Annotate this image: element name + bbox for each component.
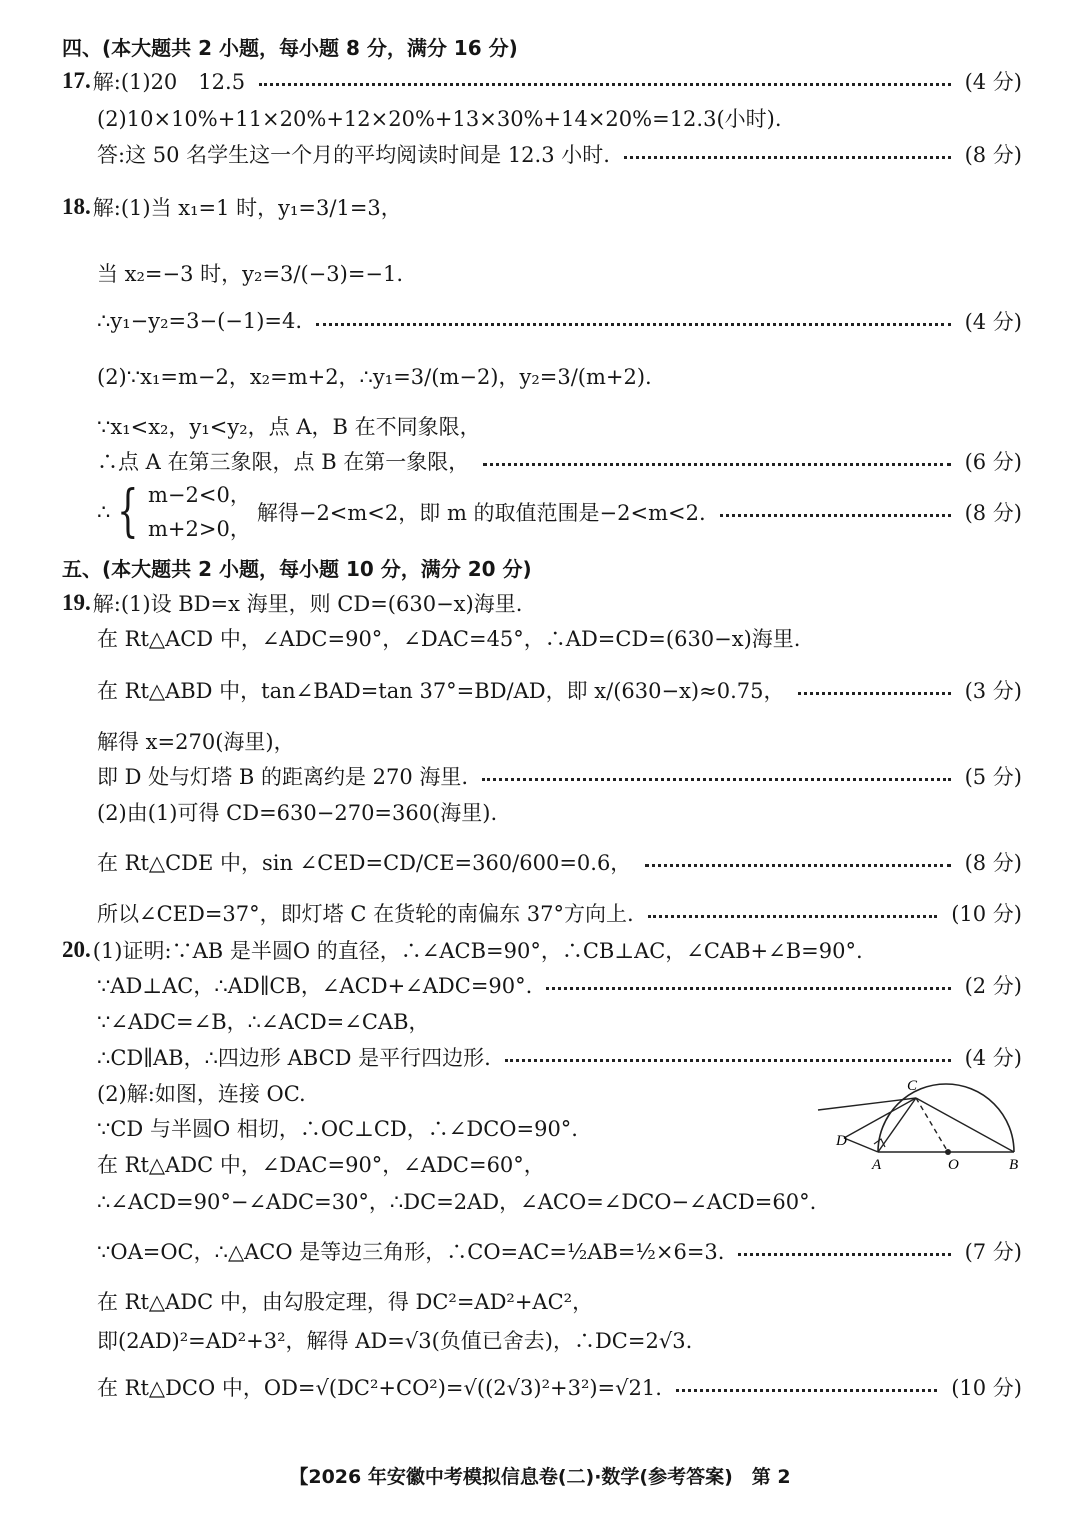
q17-number: 17. <box>62 68 91 93</box>
q20-line-1: 20. (1)证明:∵AB 是半圆O 的直径，∴∠ACB=90°，∴CB⊥AC，∠CAB+∠B=90°. <box>62 937 863 963</box>
q17-line-1: 17. 解:(1)20 12.5 (4 分) <box>62 68 1022 94</box>
q19-number: 19. <box>62 590 91 615</box>
q19-line-2: 在 Rt△ACD 中，∠ADC=90°，∠DAC=45°，∴AD=CD=(630−x)海里. <box>97 627 801 651</box>
q18-line-2: 当 x₂=−3 时，y₂=3/(−3)=−1. <box>97 262 404 286</box>
brace-icon: { <box>117 479 139 544</box>
page-footer: 【2026 年安徽中考模拟信息卷(二)·数学(参考答案) 第 2 <box>289 1466 791 1488</box>
q18-line-6: ∴点 A 在第三象限，点 B 在第一象限， (6 分) <box>97 450 1022 474</box>
q20-line-9: ∵OA=OC，∴△ACO 是等边三角形，∴CO=AC=½AB=½×6=3. (7 分) <box>97 1240 1022 1264</box>
q18-line-1: 18. 解:(1)当 x₁=1 时，y₁=3/1=3， <box>62 194 402 220</box>
leader-dots <box>259 83 951 86</box>
label-a: A <box>872 1157 882 1173</box>
segment-ad <box>844 1138 878 1152</box>
label-b: B <box>1009 1157 1019 1173</box>
q20-number: 20. <box>62 937 91 962</box>
q20-line-10: 在 Rt△ADC 中，由勾股定理，得 DC²=AD²+AC²， <box>97 1290 594 1314</box>
q19-line-4: 解得 x=270(海里)， <box>97 730 295 754</box>
score: (4 分) <box>964 70 1022 94</box>
q18-line-4: (2)∵x₁=m−2，x₂=m+2，∴y₁=3/(m−2)，y₂=3/(m+2). <box>97 365 652 389</box>
q20-line-2: ∵AD⊥AC，∴AD∥CB，∠ACD+∠ADC=90°. (2 分) <box>97 974 1022 998</box>
q20-line-4: ∴CD∥AB，∴四边形 ABCD 是平行四边形. (4 分) <box>97 1046 1022 1070</box>
q19-line-5: 即 D 处与灯塔 B 的距离约是 270 海里. (5 分) <box>97 765 1022 789</box>
q19-line-3: 在 Rt△ABD 中，tan∠BAD=tan 37°=BD/AD，即 x/(630−x)≈0.75， (3 分) <box>97 679 1022 703</box>
q20-line-6: ∵CD 与半圆O 相切，∴OC⊥CD，∴∠DCO=90°. <box>97 1117 578 1141</box>
q18-line-7: ∴ { m−2<0， m+2>0， 解得−2<m<2，即 m 的取值范围是−2<m<2. (8 分) <box>97 479 1022 544</box>
q18-number: 18. <box>62 194 91 219</box>
q20-line-7: 在 Rt△ADC 中，∠DAC=90°，∠ADC=60°， <box>97 1153 545 1177</box>
q17-line-2: (2)10×10%+11×20%+12×20%+13×30%+14×20%=12.3(小时). <box>97 107 782 131</box>
section-4-header: 四、(本大题共 2 小题，每小题 8 分，满分 16 分) <box>62 36 518 60</box>
right-angle-mark <box>874 1139 885 1147</box>
q19-line-6: (2)由(1)可得 CD=630−270=360(海里). <box>97 801 498 825</box>
semicircle-arc <box>878 1084 1014 1152</box>
semicircle-figure <box>812 1076 1027 1176</box>
section-5-header: 五、(本大题共 2 小题，每小题 10 分，满分 20 分) <box>62 557 532 581</box>
q20-line-12: 在 Rt△DCO 中，OD=√(DC²+CO²)=√((2√3)²+3²)=√21. (10 分) <box>97 1376 1022 1400</box>
label-c: C <box>907 1078 918 1094</box>
q19-line-7: 在 Rt△CDE 中，sin ∠CED=CD/CE=360/600=0.6， (8 分) <box>97 851 1022 875</box>
q20-line-5: (2)解:如图，连接 OC. <box>97 1082 306 1106</box>
q19-line-1: 19. 解:(1)设 BD=x 海里，则 CD=(630−x)海里. <box>62 590 523 616</box>
q18-line-3: ∴y₁−y₂=3−(−1)=4. (4 分) <box>97 309 1022 334</box>
label-d: D <box>836 1133 847 1149</box>
q19-line-8: 所以∠CED=37°，即灯塔 C 在货轮的南偏东 37°方向上. (10 分) <box>97 902 1022 926</box>
label-o: O <box>948 1157 959 1173</box>
inequality-system: { m−2<0， m+2>0， <box>117 479 251 544</box>
q20-line-3: ∵∠ADC=∠B，∴∠ACD=∠CAB， <box>97 1010 430 1034</box>
center-point <box>945 1149 951 1155</box>
q20-line-8: ∴∠ACD=90°−∠ADC=30°，∴DC=2AD，∠ACO=∠DCO−∠ACD=60°. <box>97 1190 817 1214</box>
q18-line-5: ∵x₁<x₂，y₁<y₂，点 A，B 在不同象限， <box>97 415 481 439</box>
q20-line-11: 即(2AD)²=AD²+3²，解得 AD=√3(负值已舍去)，∴DC=2√3. <box>97 1329 693 1353</box>
tangent-line <box>818 1098 916 1110</box>
q17-line-3: 答:这 50 名学生这一个月的平均阅读时间是 12.3 小时. (8 分) <box>97 143 1022 167</box>
segment-cb <box>916 1098 1014 1152</box>
